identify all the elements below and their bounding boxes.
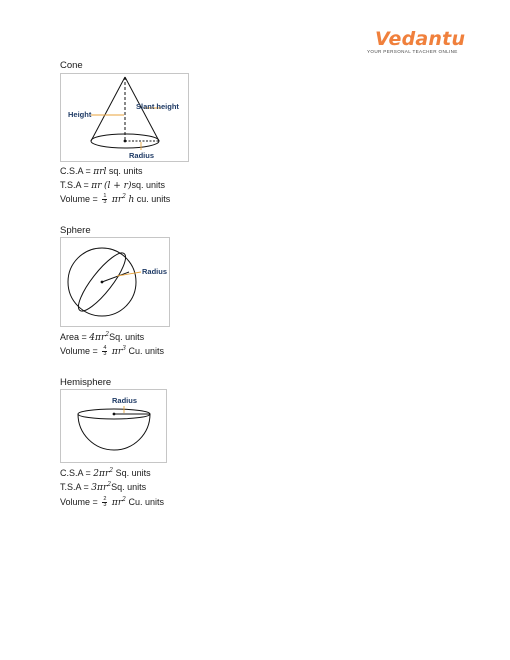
hemisphere-heading: Hemisphere (60, 377, 112, 388)
hemisphere-tsa-formula: $T.S.A = 3\pi r^2Sq$. units (60, 481, 147, 493)
sphere-figure (60, 237, 170, 327)
sphere-area-formula: Area = $4\pi r^2Sq$. units (60, 331, 145, 343)
cone-slant-height-label: Slant height (136, 102, 179, 111)
hemisphere-figure (60, 389, 167, 463)
cone-tsa-formula: T.S.A = πr (l + r)sq. units (60, 180, 166, 191)
cone-csa-formula: C.S.A = πrl sq. units (60, 166, 143, 177)
cone-volume-formula: Volume = $\frac{1}{3}$ $\pi r^2$ h cu. units (60, 192, 171, 206)
logo-tagline: YOUR PERSONAL TEACHER ONLINE (367, 49, 458, 54)
cone-height-label: Height (68, 110, 92, 119)
sphere-volume-fraction: $\frac{4}{3}$ (103, 344, 107, 358)
hemisphere-diagram (61, 390, 166, 462)
sphere-radius-label: Radius (142, 267, 168, 276)
logo-wordmark: Vedantu (375, 28, 466, 50)
sphere-volume-formula: Volume = $\frac{4}{3}$ $\pi r^3$ Cu. units (60, 344, 164, 358)
cone-heading: Cone (60, 60, 83, 71)
cone-volume-fraction: $\frac{1}{3}$ (103, 192, 107, 206)
hemisphere-volume-formula: Volume = $\frac{2}{3}$ $\pi r^2$ Cu. units (60, 495, 164, 509)
hemisphere-csa-formula: $C.S.A = 2\pi r^2$ Sq. units (60, 467, 151, 479)
hemisphere-radius-label: Radius (112, 396, 138, 405)
cone-radius-label: Radius (129, 151, 155, 160)
sphere-diagram (61, 238, 169, 326)
hemisphere-volume-fraction: $\frac{2}{3}$ (103, 495, 107, 509)
cone-figure (60, 73, 189, 162)
sphere-heading: Sphere (60, 225, 91, 236)
cone-diagram (61, 74, 188, 161)
